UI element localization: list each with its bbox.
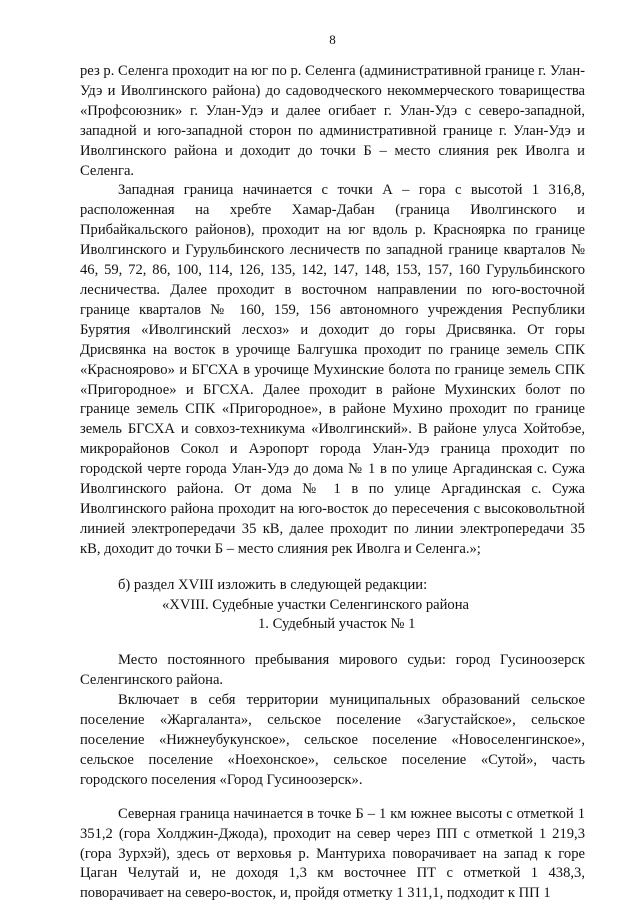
paragraph-judge-residence: Место постоянного пребывания мирового судьи: город Гусиноозерск Селенгинского района. [80, 652, 585, 689]
paragraph-west-boundary: Западная граница начинается с точки А – гора с высотой 1 316,8, расположенная на хребте Хамар-Дабан (граница Иволгинского и Прибайкальского районов), проходит на юг вдоль р. Красноярка по границе Иволгинского и Гурульбинского лесничеств по западной границе кварталов № 46, 59, 72, 86, 100, 114, 126, 135, 142, 147, 148, 153, 157, 160 Гурульбинского лесничества. Далее проходит в восточном направлении по юго-восточной границе кварталов № 160, 159, 156 автономного учреждения Республики Бурятия «Иволгинский лесхоз» и доходит до горы Дрисвянка. От горы Дрисвянка на восток в урочище Балгушка проходит по границе земель СПК «Краснояровo» и БГСХА в урочище Мухинские болота по границе земель СПК «Пригородное» и БГСХА. Далее проходит в районе Мухинских болот по границе земель СПК «Пригородное», в районе Мухино проходит по границе земель БГСХА и совхоз-техникума «Иволгинский». В районе улуса Хойтобэе, микрорайонов Сокол и Аэропорт города Улан-Удэ граница проходит по городской черте города Улан-Удэ до дома № 1 в по улице Аргадинская с. Сужа Иволгинского района. От дома № 1 в по улице Аргадинская с. Сужа Иволгинского района проходит на юго-восток до пересечения с высоковольтной линией электропередачи 35 кВ, далее проходит по линии электропередачи 35 кВ, доходит до точки Б – место слияния рек Иволга и Селенга.»; [80, 182, 585, 557]
page-number: 8 [329, 32, 336, 47]
document-page [80, 32, 585, 904]
section-heading: «XVIII. Судебные участки Селенгинского района [162, 596, 470, 613]
paragraph-section-amendment: б) раздел XVIII изложить в следующей редакции: [118, 576, 428, 593]
paragraph-east-boundary-end: рез р. Селенга проходит на юг по р. Селенга (административной границе г. Улан-Удэ и Иволгинского района) до садоводческого некоммерческого товарищества «Профсоюзник» г. Улан-Удэ и далее огибает г. Улан-Удэ с северо-западной, западной и юго-западной сторон по административной границе г. Улан-Удэ и Иволгинского района и доходит до точки Б – место слияния рек Иволга и Селенга. [80, 63, 585, 179]
paragraph-north-boundary: Северная граница начинается в точке Б – 1 км южнее высоты с отметкой 1 351,2 (гора Холджин-Джода), проходит на север через ПП с отметкой 1 219,3 (гора Зурхэй), здесь от верховья р. Мантуриха поворачивает на запад к горе Цаган Челутай и, не доходя 1,3 км восточнее ПТ с отметкой 1 438,3, поворачивает на северо-восток, и, пройдя отметку 1 311,1, подходит к ПП 1 [80, 805, 585, 902]
subsection-heading: 1. Судебный участок № 1 [258, 616, 416, 633]
paragraph-territories: Включает в себя территории муниципальных образований сельское поселение «Жаргаланта», сельское поселение «Загустайское», сельское поселение «Нижнеубукунское», сельское поселение «Новоселенгинское», сельское поселение «Ноехонское», сельское поселение «Сутой», часть городского поселения «Город Гусиноозерск». [80, 692, 585, 788]
